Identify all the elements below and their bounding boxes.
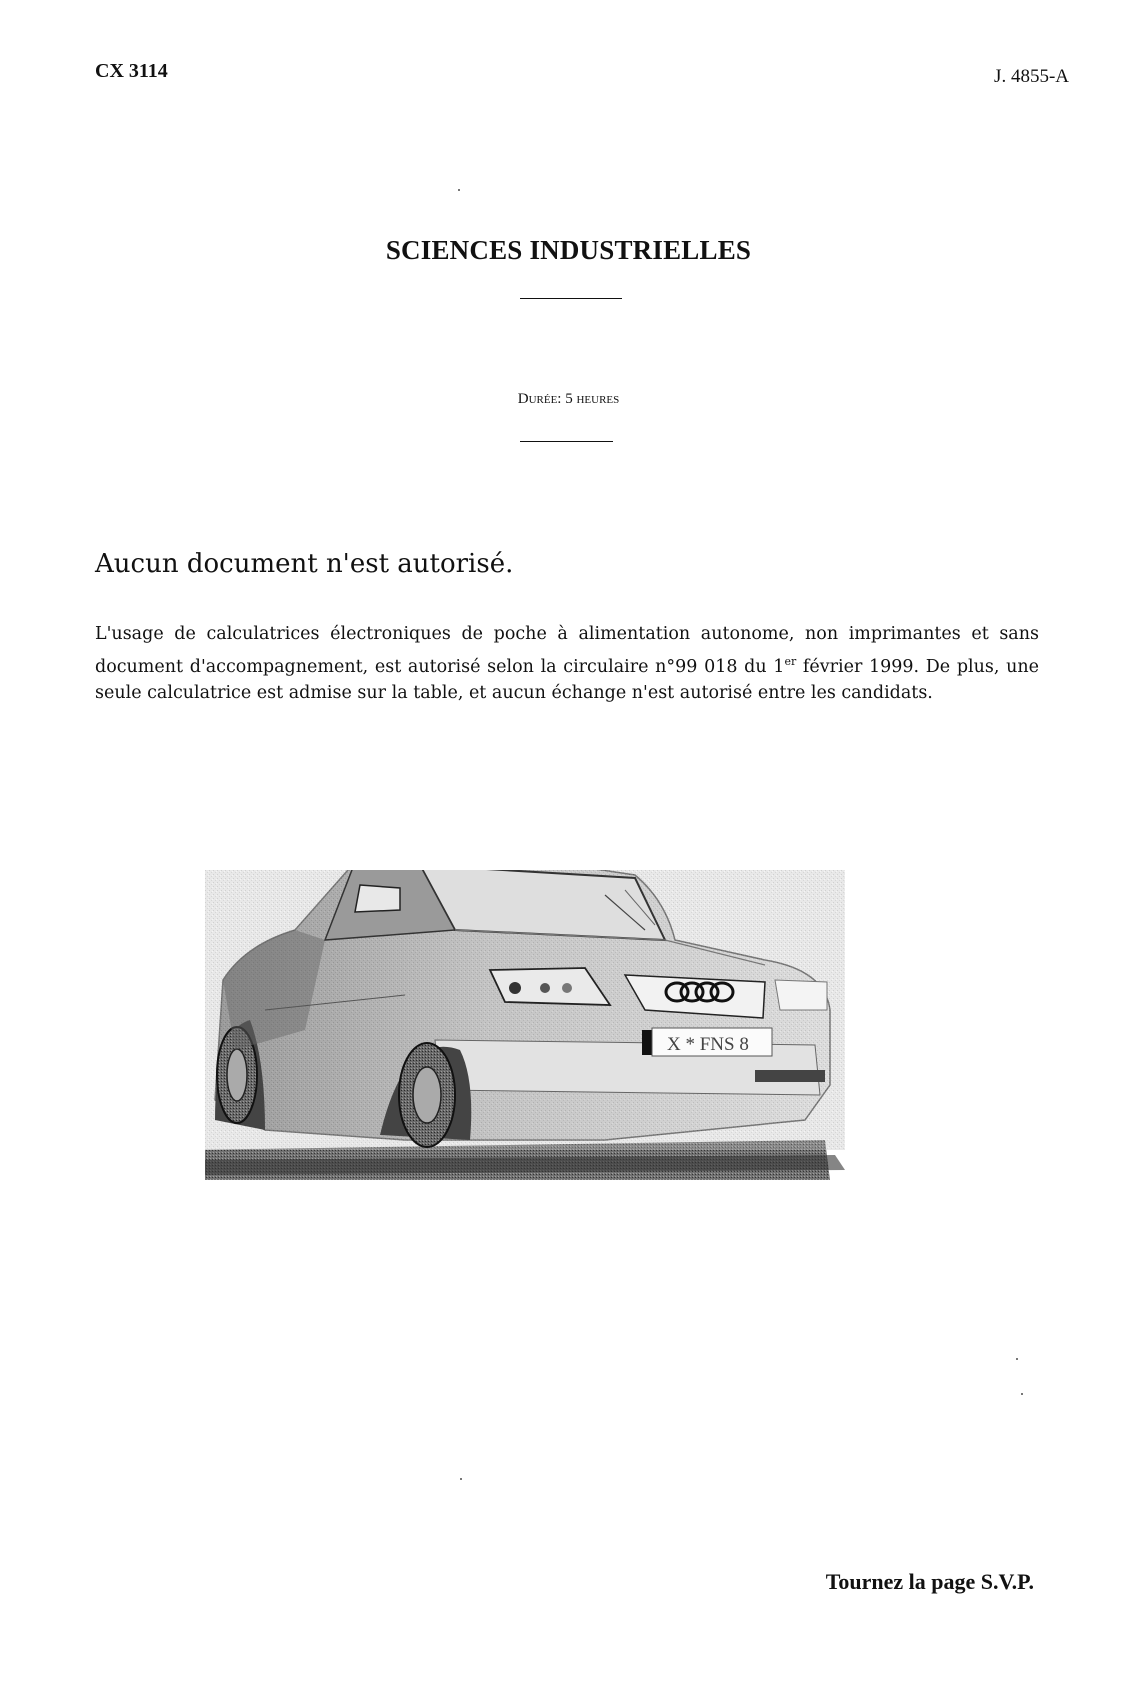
scan-speck — [1021, 1393, 1023, 1395]
car-illustration — [205, 870, 905, 1250]
rules-heading: Aucun document n'est autorisé. — [95, 549, 514, 579]
rules-text-part1: L'usage de calculatrices électroniques de poche à alimentation autonome, non imprimantes et sans document d'accompagnement, est autorisé selon la circulaire n°99 018 du 1 — [95, 623, 1039, 677]
exam-code-left: CX 3114 — [95, 60, 168, 82]
scan-speck — [458, 189, 460, 191]
rules-paragraph — [95, 621, 1039, 708]
turn-page-notice: Tournez la page S.V.P. — [825, 1569, 1034, 1594]
scan-speck — [1016, 1358, 1018, 1360]
license-plate-text: X * FNS 8 — [667, 1034, 749, 1055]
car-photo — [205, 870, 905, 1250]
page-title: SCIENCES INDUSTRIELLES — [385, 235, 752, 265]
rules-text-superscript: er — [784, 654, 797, 668]
title-divider — [520, 298, 622, 299]
exam-duration: Durée: 5 heures — [517, 391, 620, 407]
duration-divider — [520, 441, 613, 442]
rules-text-part2: février 1999. De plus, une seule calculatrice est admise sur la table, et aucun échange n'est autorisé entre les candidats. — [95, 656, 1039, 704]
exam-code-right: J. 4855-A — [994, 66, 1069, 87]
scan-speck — [460, 1478, 462, 1480]
